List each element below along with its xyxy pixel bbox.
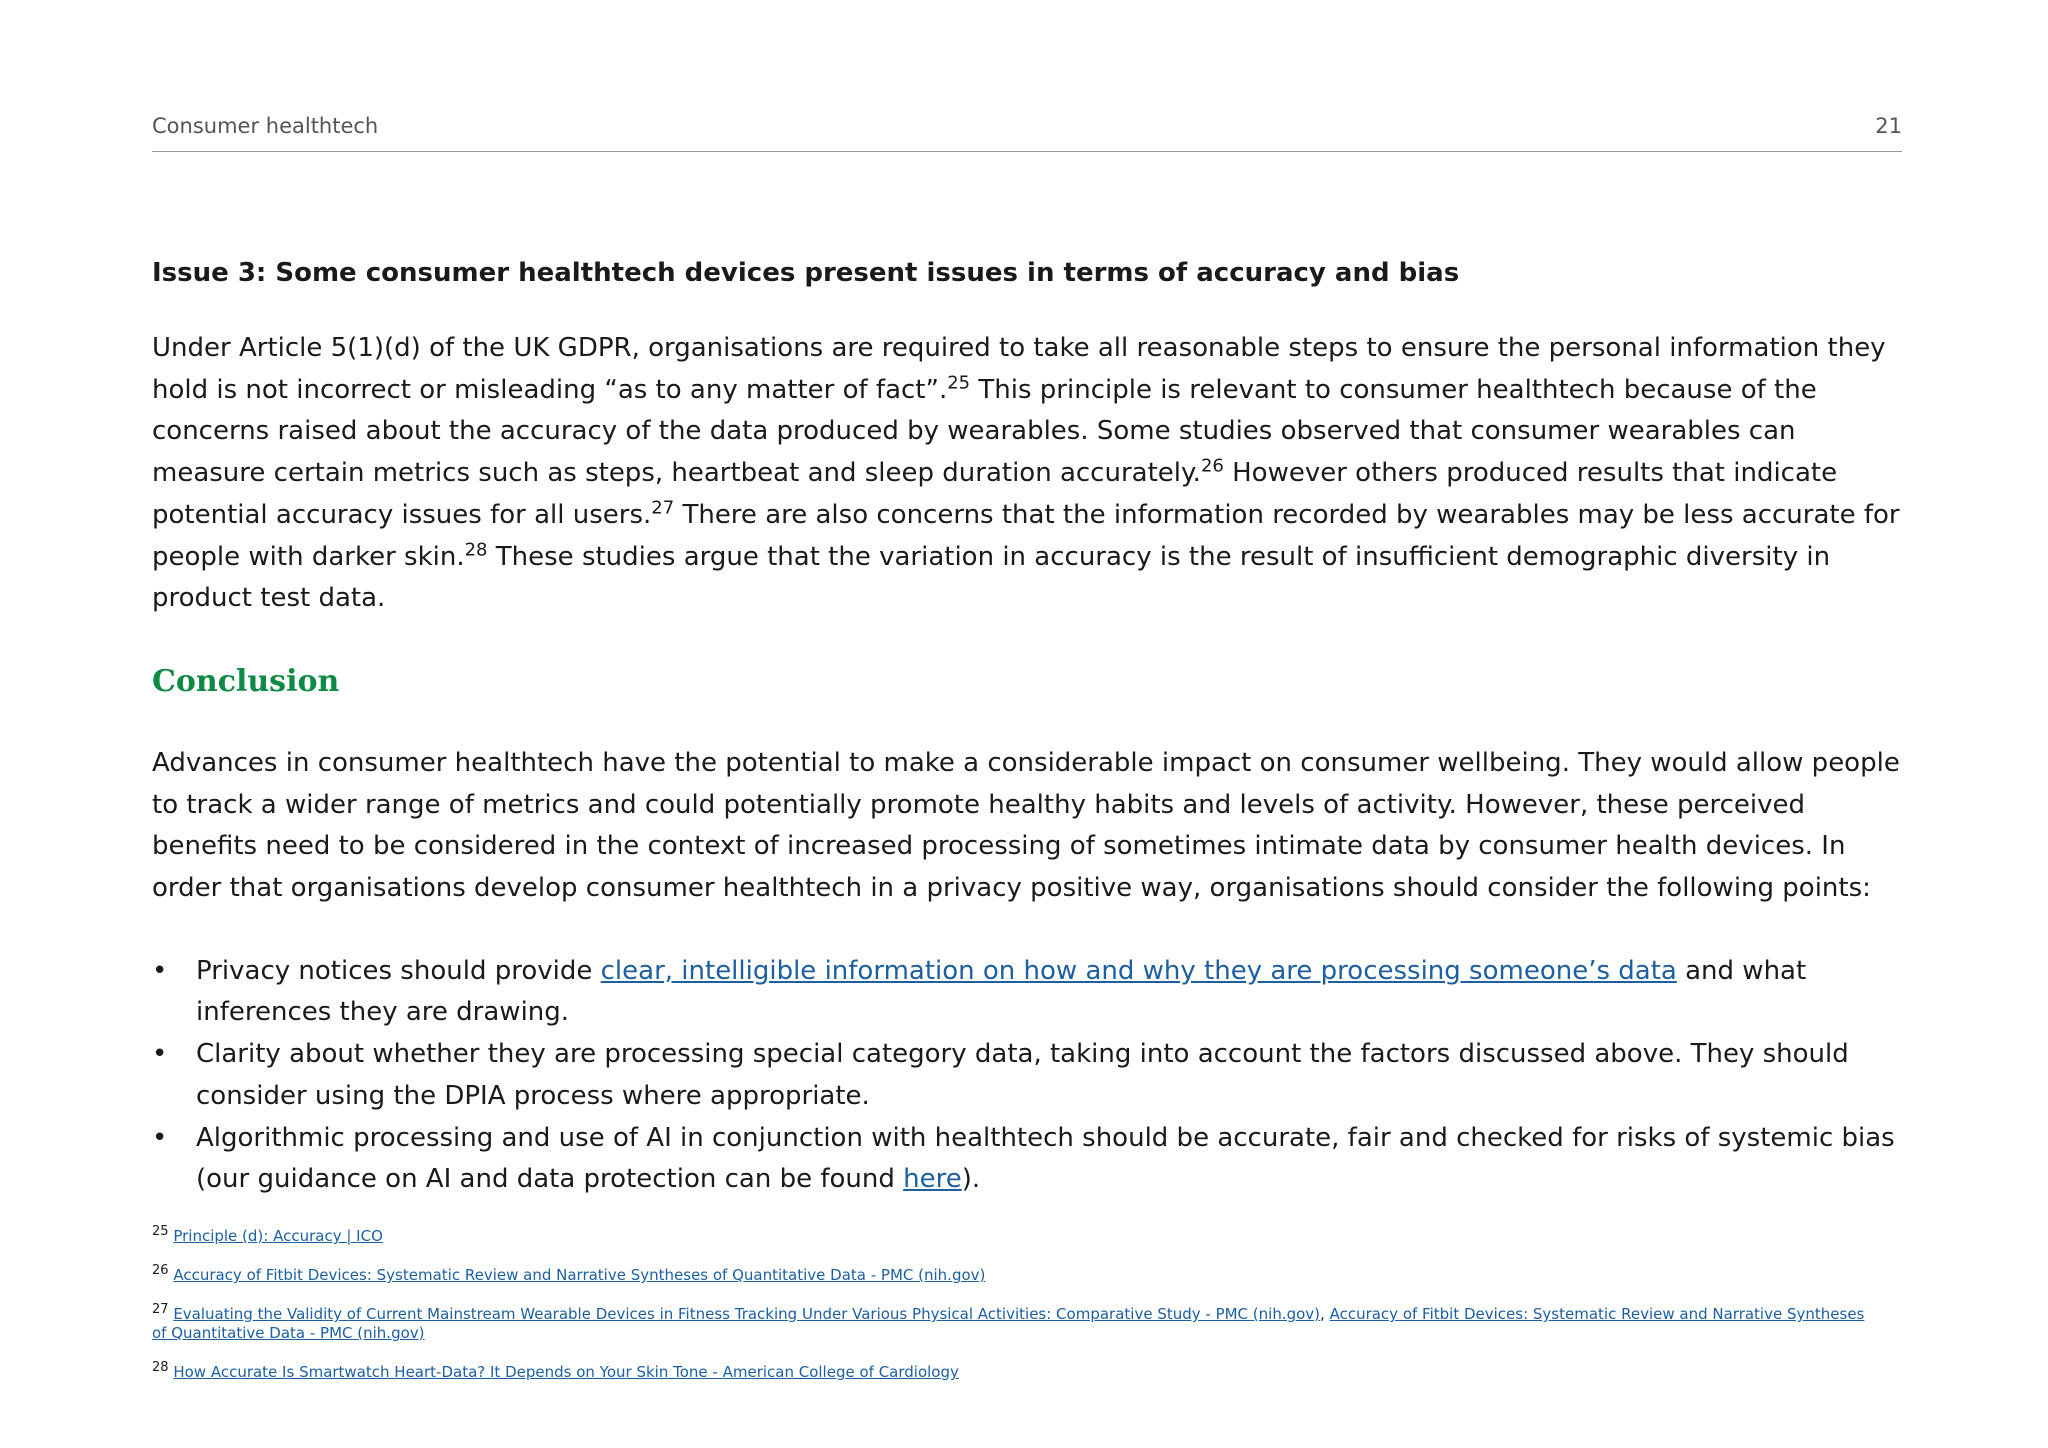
bullet-text: [196, 956, 1806, 1028]
issue-sentence-1: Under Article 5(1)(d) of the UK GDPR, organisations are required to take all reasonable steps to ensure the personal information they hold is not incorrect or misleading “as to any matter of fact”.: [152, 333, 1886, 405]
footnote-28: [152, 1360, 1877, 1382]
list-item: [152, 1034, 1906, 1117]
bullet-1-text-after: and what inferences they are drawing.: [196, 955, 1807, 1028]
footnote-ref-25[interactable]: 25: [947, 372, 971, 394]
issue-sentence-5: These studies argue that the variation in accuracy is the result of insufficient demographic diversity in product test data.: [152, 541, 1831, 614]
page-number: 21: [1875, 114, 1902, 138]
issue-heading: Issue 3: Some consumer healthtech devices present issues in terms of accuracy and bias: [152, 258, 1460, 288]
bullet-text: [196, 1123, 1895, 1195]
footnote-ref-26[interactable]: 26: [1200, 455, 1224, 477]
footnote-number: 28: [152, 1360, 169, 1375]
issue-sentence-4: There are also concerns that the information recorded by wearables may be less accurate for people with darker skin.: [152, 499, 1900, 572]
list-item: [152, 951, 1906, 1034]
footnote-link[interactable]: Principle (d): Accuracy | ICO: [173, 1227, 383, 1245]
bullet-icon: •: [152, 1039, 168, 1070]
footnotes: [152, 1224, 1877, 1402]
bullet-2-text: Clarity about whether they are processing special category data, taking into account the factors discussed above. They should consider using the DPIA process where appropriate.: [196, 1039, 1849, 1111]
footnote-number: 25: [152, 1224, 169, 1239]
bullet-icon: •: [152, 955, 168, 986]
footnote-26: [152, 1263, 1877, 1285]
bullet-1-text-before: Privacy notices should provide: [196, 955, 601, 986]
privacy-notice-link[interactable]: clear, intelligible information on how and why they are processing someone’s data: [600, 955, 1677, 986]
footnote-link[interactable]: How Accurate Is Smartwatch Heart-Data? It Depends on Your Skin Tone - American College of Cardiology: [173, 1363, 959, 1381]
bullet-3-text-before: Algorithmic processing and use of AI in conjunction with healthtech should be accurate, fair and checked for risks of systemic bias (our guidance on AI and data protection can be found: [196, 1122, 1895, 1195]
issue-sentence-3: However others produced results that indicate potential accuracy issues for all users.: [152, 458, 1838, 530]
issue-sentence-2: This principle is relevant to consumer healthtech because of the concerns raised about the accuracy of the data produced by wearables. Some studies observed that consumer wearables can measure certain metrics such as steps, heartbeat and sleep duration accurately.: [152, 374, 1817, 489]
footnote-number: 27: [152, 1302, 169, 1317]
footnote-number: 26: [152, 1263, 169, 1278]
footnote-link[interactable]: Accuracy of Fitbit Devices: Systematic Review and Narrative Syntheses of Quantitative Data - PMC (nih.gov): [173, 1266, 986, 1284]
footnote-separator: ,: [1320, 1305, 1330, 1323]
running-header: [152, 114, 1902, 152]
footnote-ref-28[interactable]: 28: [464, 538, 488, 560]
footnote-25: [152, 1224, 1877, 1246]
bullet-icon: •: [152, 1122, 168, 1153]
header-title: Consumer healthtech: [152, 114, 379, 138]
bullet-3-text-after: ).: [961, 1164, 981, 1195]
footnote-ref-27[interactable]: 27: [651, 497, 675, 519]
issue-paragraph: [152, 328, 1906, 620]
ai-guidance-link[interactable]: here: [903, 1164, 962, 1195]
conclusion-paragraph: Advances in consumer healthtech have the potential to make a considerable impact on consumer wellbeing. They would allow people to track a wider range of metrics and could potentially promote healthy habits and levels of activity. However, these perceived benefits need to be considered in the context of increased processing of sometimes intimate data by consumer health devices. In order that organisations develop consumer healthtech in a privacy positive way, organisations should consider the following points:: [152, 747, 1900, 904]
footnote-link-secondary[interactable]: Accuracy of Fitbit Devices: Systematic Review and Narrative Syntheses of Quantitative Data - PMC (nih.gov): [152, 1305, 1865, 1342]
footnote-27: [152, 1302, 1877, 1343]
footnote-link[interactable]: Evaluating the Validity of Current Mainstream Wearable Devices in Fitness Tracking Under Various Physical Activities: Comparative Study - PMC (nih.gov): [173, 1305, 1321, 1323]
main-content: [152, 255, 1906, 1201]
conclusion-heading: Conclusion: [152, 663, 340, 699]
list-item: [152, 1118, 1906, 1201]
recommendation-list: [152, 951, 1906, 1201]
